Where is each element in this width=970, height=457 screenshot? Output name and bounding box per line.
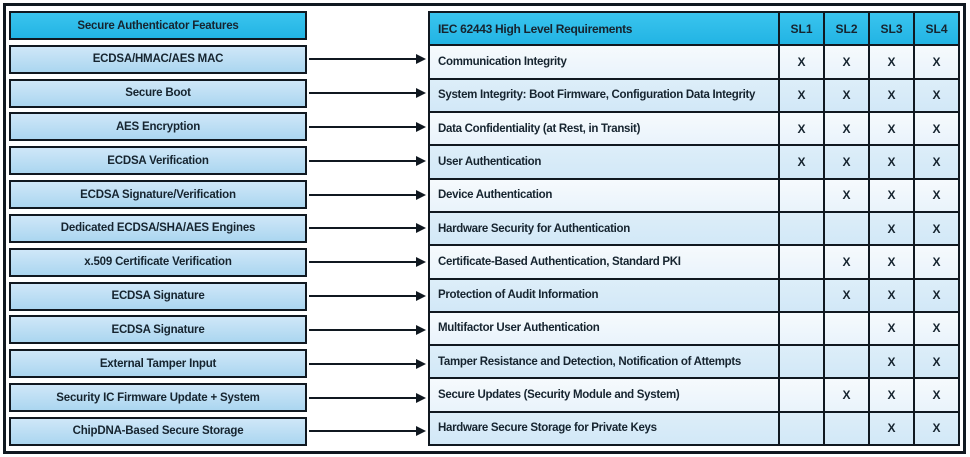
sl-mark-cell: X — [778, 80, 823, 111]
sl-mark-cell: X — [823, 113, 868, 144]
right-arrow-icon — [309, 92, 416, 94]
requirement-cell: Hardware Secure Storage for Private Keys — [430, 413, 778, 444]
sl-mark-cell: X — [913, 280, 958, 311]
feature-label: ChipDNA-Based Secure Storage — [72, 425, 244, 438]
requirements-table — [428, 11, 960, 446]
feature-slot — [9, 180, 307, 209]
table-row — [430, 211, 958, 244]
sl-mark-cell: X — [913, 346, 958, 377]
table-row — [430, 44, 958, 77]
feature-label: ECDSA Verification — [107, 154, 209, 167]
feature-label: ECDSA/HMAC/AES MAC — [92, 53, 224, 66]
sl-mark-cell: X — [913, 46, 958, 77]
table-header-row — [430, 13, 958, 44]
feature-label: ECDSA Signature — [111, 290, 205, 303]
feature-label: ECDSA Signature — [111, 323, 205, 336]
sl-mark-cell: X — [913, 113, 958, 144]
sl-mark-cell: X — [823, 146, 868, 177]
right-arrow-icon — [309, 363, 416, 365]
arrow-slot — [309, 146, 426, 175]
sl-mark-cell: X — [823, 379, 868, 410]
sl-mark-cell — [778, 246, 823, 277]
sl-mark-cell: X — [868, 80, 913, 111]
table-row — [430, 278, 958, 311]
sl-mark-cell: X — [823, 180, 868, 211]
requirement-cell: Secure Updates (Security Module and System) — [430, 379, 778, 410]
feature-label: AES Encryption — [115, 120, 201, 133]
sl1-header-cell: SL1 — [778, 13, 823, 44]
sl-mark-cell: X — [868, 213, 913, 244]
feature-slot — [9, 45, 307, 74]
requirement-cell: Hardware Security for Authentication — [430, 213, 778, 244]
sl-mark-cell: X — [913, 246, 958, 277]
feature-box — [9, 282, 307, 311]
sl-mark-cell: X — [913, 379, 958, 410]
sl-mark-cell — [823, 213, 868, 244]
arrows-column — [309, 11, 426, 446]
sl3-header-cell: SL3 — [868, 13, 913, 44]
requirement-cell: Tamper Resistance and Detection, Notification of Attempts — [430, 346, 778, 377]
requirement-cell: Protection of Audit Information — [430, 280, 778, 311]
right-arrow-icon — [309, 329, 416, 331]
right-arrow-icon — [309, 397, 416, 399]
requirement-cell: System Integrity: Boot Firmware, Configuration Data Integrity — [430, 80, 778, 111]
arrow-slot — [309, 417, 426, 446]
arrow-slot — [309, 383, 426, 412]
table-row — [430, 178, 958, 211]
arrow-slot — [309, 248, 426, 277]
feature-slot — [9, 349, 307, 378]
sl-mark-cell: X — [868, 413, 913, 444]
sl-mark-cell — [823, 413, 868, 444]
requirement-cell: Multifactor User Authentication — [430, 313, 778, 344]
sl-mark-cell — [778, 180, 823, 211]
requirement-cell: User Authentication — [430, 146, 778, 177]
feature-box — [9, 248, 307, 277]
right-arrow-icon — [309, 430, 416, 432]
right-arrow-icon — [309, 160, 416, 162]
sl-mark-cell — [778, 379, 823, 410]
requirement-cell: Data Confidentiality (at Rest, in Transit) — [430, 113, 778, 144]
sl-mark-cell — [778, 346, 823, 377]
table-row — [430, 377, 958, 410]
feature-slot — [9, 417, 307, 446]
sl-mark-cell — [778, 213, 823, 244]
arrow-slot — [309, 45, 426, 74]
arrow-slot — [309, 180, 426, 209]
arrow-slot — [309, 214, 426, 243]
feature-slot — [9, 146, 307, 175]
table-row — [430, 411, 958, 444]
sl-mark-cell: X — [868, 379, 913, 410]
feature-slot — [9, 214, 307, 243]
feature-box — [9, 79, 307, 108]
sl-mark-cell: X — [913, 80, 958, 111]
sl-mark-cell: X — [868, 246, 913, 277]
table-row — [430, 111, 958, 144]
sl-mark-cell: X — [913, 213, 958, 244]
arrow-slot-empty — [309, 11, 426, 40]
right-arrow-icon — [309, 261, 416, 263]
feature-slot — [9, 282, 307, 311]
right-arrow-icon — [309, 58, 416, 60]
table-row — [430, 244, 958, 277]
sl-mark-cell — [823, 346, 868, 377]
sl-mark-cell — [778, 413, 823, 444]
sl-mark-cell: X — [823, 46, 868, 77]
sl-mark-cell — [778, 313, 823, 344]
feature-box — [9, 45, 307, 74]
table-row — [430, 311, 958, 344]
feature-label: ECDSA Signature/Verification — [80, 188, 236, 201]
right-arrow-icon — [309, 227, 416, 229]
features-column — [9, 11, 307, 446]
requirement-cell: Certificate-Based Authentication, Standard PKI — [430, 246, 778, 277]
sl-mark-cell: X — [823, 280, 868, 311]
arrow-slot — [309, 112, 426, 141]
feature-label: x.509 Certificate Verification — [84, 256, 232, 269]
sl-mark-cell: X — [913, 413, 958, 444]
sl-mark-cell: X — [913, 180, 958, 211]
arrow-slot — [309, 349, 426, 378]
feature-box — [9, 349, 307, 378]
feature-box — [9, 383, 307, 412]
sl-mark-cell: X — [868, 113, 913, 144]
feature-label: Secure Boot — [125, 87, 191, 100]
arrow-slot — [309, 282, 426, 311]
sl-mark-cell: X — [868, 346, 913, 377]
feature-box — [9, 180, 307, 209]
feature-slot — [9, 248, 307, 277]
sl-mark-cell: X — [868, 180, 913, 211]
feature-label: Security IC Firmware Update + System — [56, 391, 260, 404]
arrow-slot — [309, 315, 426, 344]
arrow-slot — [309, 79, 426, 108]
requirements-header-cell: IEC 62443 High Level Requirements — [430, 13, 778, 44]
sl-mark-cell: X — [823, 246, 868, 277]
sl-mark-cell: X — [823, 80, 868, 111]
feature-slot — [9, 79, 307, 108]
sl-mark-cell: X — [913, 313, 958, 344]
sl2-header-cell: SL2 — [823, 13, 868, 44]
feature-box — [9, 214, 307, 243]
table-row — [430, 144, 958, 177]
feature-box — [9, 112, 307, 141]
table-row — [430, 78, 958, 111]
sl-mark-cell: X — [778, 46, 823, 77]
feature-label: Dedicated ECDSA/SHA/AES Engines — [60, 222, 256, 235]
feature-slot — [9, 383, 307, 412]
sl-mark-cell: X — [868, 313, 913, 344]
feature-box — [9, 417, 307, 446]
right-arrow-icon — [309, 126, 416, 128]
sl-mark-cell — [823, 313, 868, 344]
sl4-header-cell: SL4 — [913, 13, 958, 44]
features-header-label: Secure Authenticator Features — [77, 19, 239, 32]
feature-slot — [9, 11, 307, 40]
sl-mark-cell: X — [868, 280, 913, 311]
feature-slot — [9, 315, 307, 344]
features-header-box — [9, 11, 307, 40]
requirement-cell: Communication Integrity — [430, 46, 778, 77]
feature-box — [9, 315, 307, 344]
sl-mark-cell — [778, 280, 823, 311]
feature-box — [9, 146, 307, 175]
right-arrow-icon — [309, 194, 416, 196]
table-row — [430, 344, 958, 377]
feature-label: External Tamper Input — [99, 357, 217, 370]
sl-mark-cell: X — [913, 146, 958, 177]
sl-mark-cell: X — [778, 146, 823, 177]
sl-mark-cell: X — [868, 146, 913, 177]
sl-mark-cell: X — [868, 46, 913, 77]
right-arrow-icon — [309, 295, 416, 297]
sl-mark-cell: X — [778, 113, 823, 144]
feature-slot — [9, 112, 307, 141]
requirement-cell: Device Authentication — [430, 180, 778, 211]
